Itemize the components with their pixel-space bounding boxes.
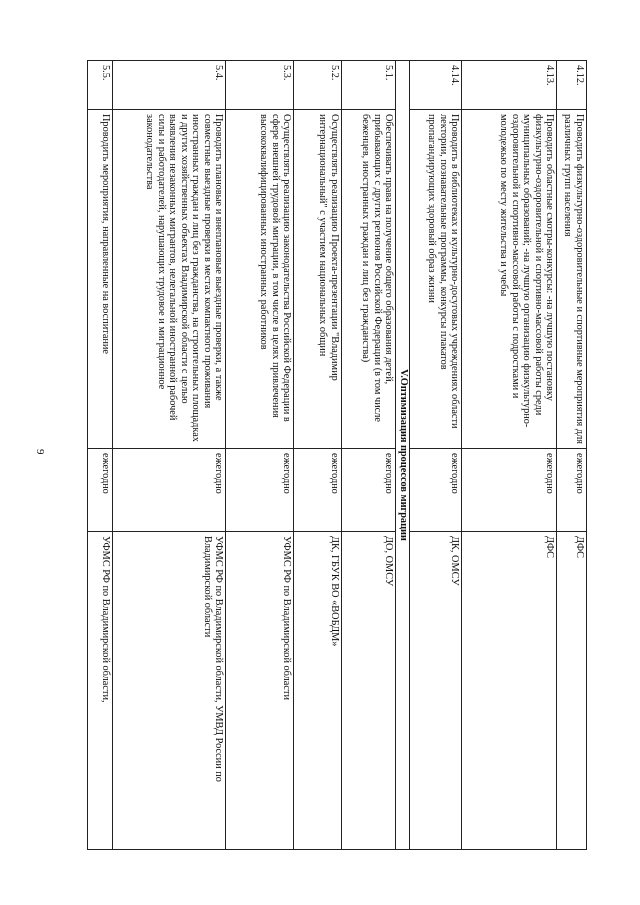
term-cell: ежегодно (410, 449, 462, 532)
page-number: 9 (34, 449, 46, 455)
measures-table-body (88, 61, 587, 850)
section-header-row (396, 61, 410, 850)
table-row (226, 61, 294, 850)
item-number: 4.14. (410, 61, 462, 110)
term-cell: ежегодно (294, 449, 342, 532)
responsible-cell: ДО, ОМСУ (341, 532, 395, 850)
item-number: 4.12. (557, 61, 587, 110)
measure-text: Осуществлять реализацию законодательства Российской Федерации в сфере внешней трудовой миграции, в том числе в целях привлечения высококвалифицированных иностранных работников (226, 110, 294, 449)
responsible-cell: ДФС (462, 532, 557, 850)
table-row (294, 61, 342, 850)
term-cell: ежегодно (88, 449, 113, 532)
responsible-cell: ДФС (557, 532, 587, 850)
term-cell: ежегодно (226, 449, 294, 532)
table-row (410, 61, 462, 850)
table-row (557, 61, 587, 850)
measure-text: Осуществлять реализацию Проекта-презентации "Владимир интернациональный" с участием национальных общин (294, 110, 342, 449)
table-row (112, 61, 225, 850)
responsible-cell: ДК, ОМСУ (410, 532, 462, 850)
item-number: 5.5. (88, 61, 113, 110)
table-row (88, 61, 113, 850)
table-row (341, 61, 395, 850)
rotated-table-wrapper (87, 60, 587, 850)
item-number: 5.3. (226, 61, 294, 110)
responsible-cell: УФМС РФ по Владимирской области (226, 532, 294, 850)
item-number: 4.13. (462, 61, 557, 110)
measure-text: Проводить плановые и внеплановые выездные проверки, а также совместные выездные проверки в местах компактного проживания иностранных граждан и лиц без гражданства, на строительных площадках и других хозяйственных объектах Владимирской области с целью выявления незаконных мигрантов, нелегальной иностранной рабочей силы и работодателей, нарушающих трудовое и миграционное законодательства (112, 110, 225, 449)
measure-text: Проводить в библиотеках и культурно-досуговых учреждениях области лектории, познавательные программы, конкурсы плакатов пропагандирующих здоровый образ жизни (410, 110, 462, 449)
measure-text: Проводить мероприятия, направленные на воспитание (88, 110, 113, 449)
item-number: 5.4. (112, 61, 225, 110)
table-row (462, 61, 557, 850)
term-cell: ежегодно (557, 449, 587, 532)
item-number: 5.1. (341, 61, 395, 110)
measure-text: Проводить физкультурно-оздоровительные и спортивные мероприятия для различных групп населения (557, 110, 587, 449)
measure-text: Проводить областные смотры-конкурсы: -на лучшую постановку физкультурно-оздоровительной и спортивно-массовой работы среди муниципальных образований; -на лучшую организацию физкультурно-оздоровительной и спортивно-массовой работы с подростками и молодежью по месту жительства и учебы (462, 110, 557, 449)
measure-text: Обеспечивать права на получение общего образования детей, прибывающих с других регионов Российской Федерации (в том числе беженцев, иностранных граждан и лиц без гражданства) (341, 110, 395, 449)
item-number: 5.2. (294, 61, 342, 110)
term-cell: ежегодно (341, 449, 395, 532)
term-cell: ежегодно (112, 449, 225, 532)
measures-table (87, 60, 587, 850)
term-cell: ежегодно (462, 449, 557, 532)
section-title: V.Оптимизация процессов миграции (396, 61, 410, 850)
responsible-cell: УФМС РФ по Владимирской области, (88, 532, 113, 850)
responsible-cell: ДК, ГБУК ВО «ВОБДМ» (294, 532, 342, 850)
responsible-cell: УФМС РФ по Владимирской области, УМВД России по Владимирской области (112, 532, 225, 850)
